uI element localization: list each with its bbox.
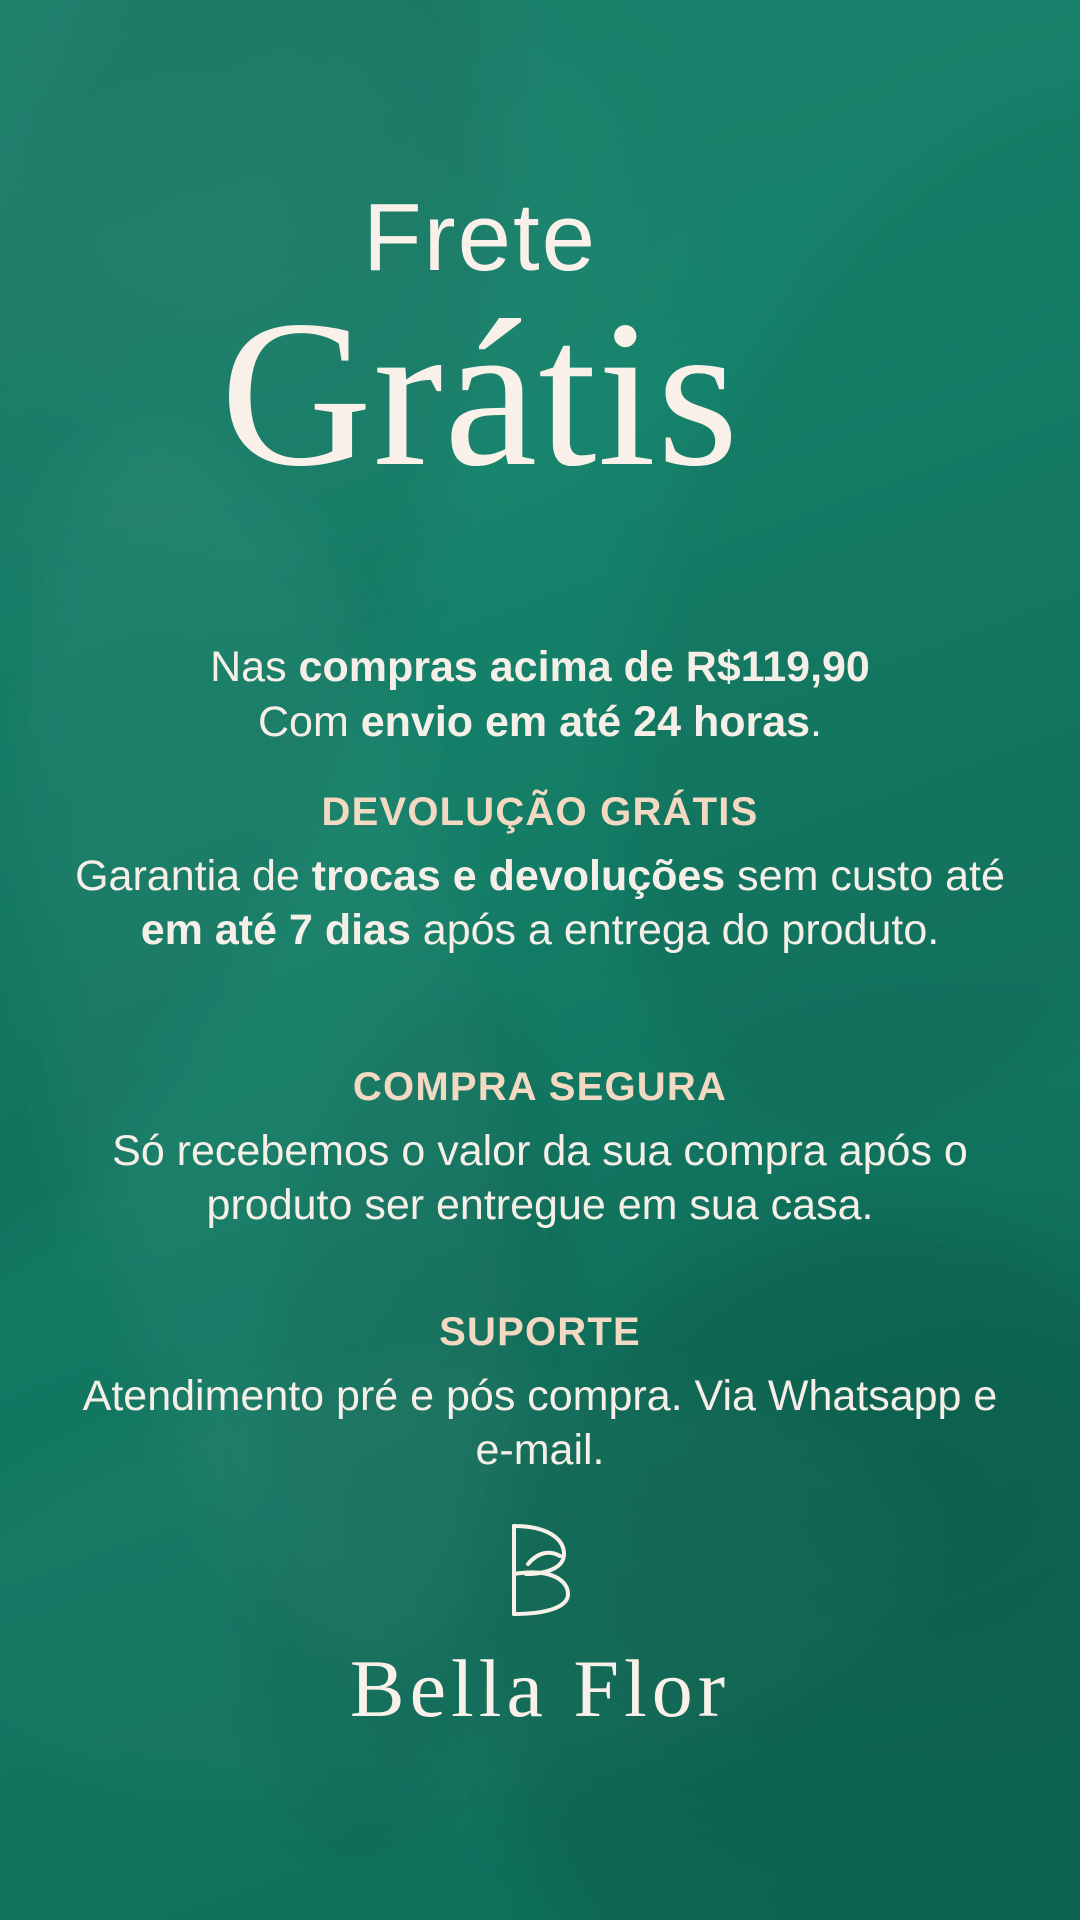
intro-line-1-plain: Nas [210,643,299,691]
section-title-suporte: SUPORTE [439,1310,641,1354]
section-body-compra-segura [70,1124,1010,1232]
intro-line-1-bold: compras acima de R$119,90 [298,643,870,691]
section-compra-segura [70,1065,1010,1232]
intro-line-2-end: . [810,698,822,747]
intro-line-1 [80,640,1000,695]
section-title-compra-segura: COMPRA SEGURA [352,1065,728,1109]
headline-line-1: Frete [362,184,598,291]
text-run-bold: trocas e devoluções [311,852,726,900]
intro-block [80,640,1000,750]
intro-line-2 [80,695,1000,750]
section-body-suporte [70,1369,1010,1477]
text-run: após a entrega do produto. [410,906,940,955]
text-run: sem custo até [725,852,1005,900]
intro-line-2-plain: Com [257,698,361,747]
text-run-bold: em até 7 dias [140,906,411,955]
section-body-devolucao [70,849,1010,957]
text-run: Garantia de [75,852,312,900]
bella-flor-monogram-icon [480,1510,600,1630]
headline-block [0,184,1080,510]
headline-line-2: Grátis [220,278,740,510]
brand-name: Bella Flor [349,1643,731,1734]
section-suporte [70,1310,1010,1477]
brand-logo [0,1510,1080,1736]
text-run: Atendimento pré e pós compra. Via Whatsapp e e-mail. [82,1372,998,1475]
section-title-devolucao: DEVOLUÇÃO GRÁTIS [321,790,759,834]
intro-line-2-bold: envio em até 24 horas [360,698,811,747]
text-run: Só recebemos o valor da sua compra após o produto ser entregue em sua casa. [112,1127,968,1230]
section-devolucao [70,790,1010,957]
